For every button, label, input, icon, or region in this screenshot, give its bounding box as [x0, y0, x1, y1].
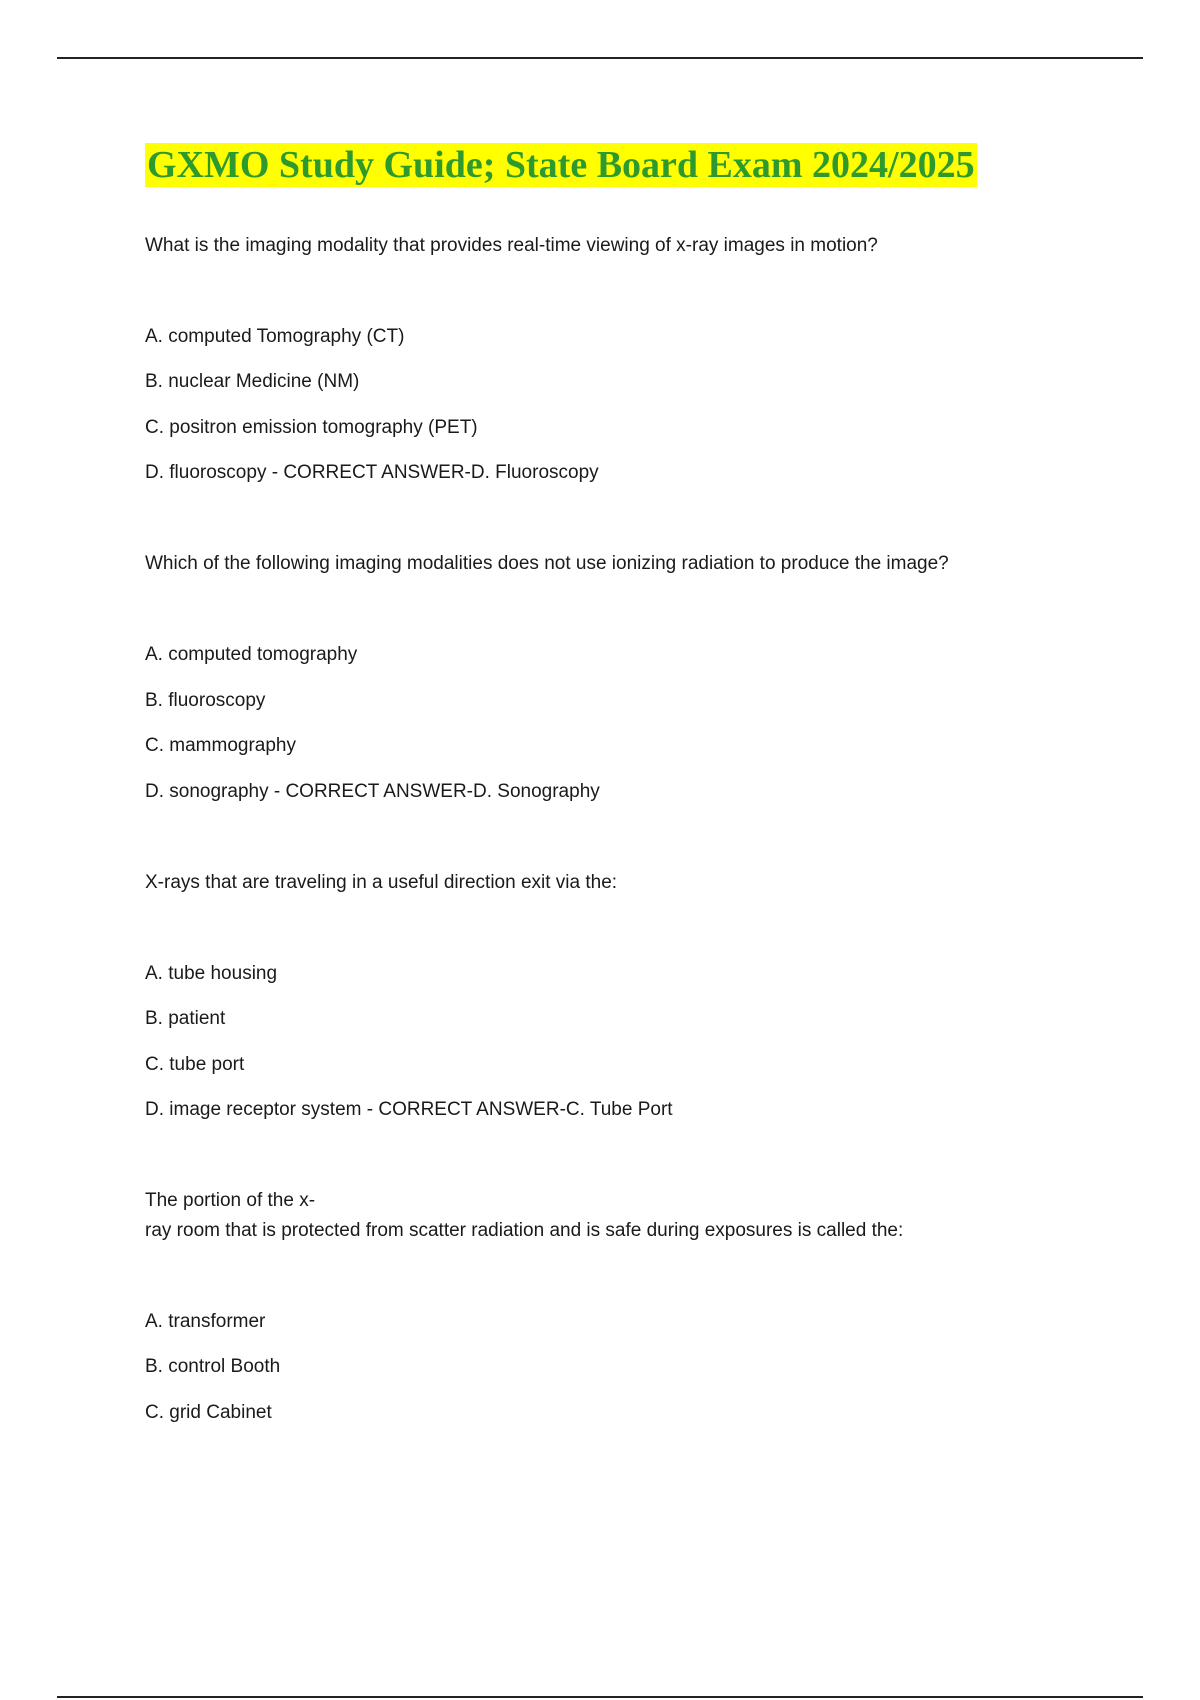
- question-3-option-b: B. patient: [145, 1008, 226, 1029]
- question-4-prompt-line-2: ray room that is protected from scatter radiation and is safe during exposures is called the:: [145, 1220, 904, 1241]
- question-2-option-c: C. mammography: [145, 735, 296, 756]
- question-1-option-d: D. fluoroscopy - CORRECT ANSWER-D. Fluoroscopy: [145, 462, 599, 483]
- question-4-option-c: C. grid Cabinet: [145, 1402, 272, 1423]
- question-1-option-c: C. positron emission tomography (PET): [145, 417, 478, 438]
- question-3-option-a: A. tube housing: [145, 963, 278, 984]
- question-1-option-a: A. computed Tomography (CT): [145, 326, 405, 347]
- question-4-prompt-line-1: The portion of the x-: [145, 1190, 316, 1211]
- question-1-prompt: What is the imaging modality that provides real-time viewing of x-ray images in motion?: [145, 235, 878, 256]
- question-2-option-a: A. computed tomography: [145, 644, 358, 665]
- question-3-option-d: D. image receptor system - CORRECT ANSWER-C. Tube Port: [145, 1099, 673, 1120]
- question-3-option-c: C. tube port: [145, 1054, 245, 1075]
- bottom-rule: [57, 1696, 1143, 1698]
- question-2-option-d: D. sonography - CORRECT ANSWER-D. Sonography: [145, 781, 600, 802]
- top-rule: [57, 57, 1143, 59]
- question-4-option-a: A. transformer: [145, 1311, 266, 1332]
- question-2-option-b: B. fluoroscopy: [145, 690, 266, 711]
- question-2-prompt: Which of the following imaging modalities does not use ionizing radiation to produce the image?: [145, 553, 949, 574]
- question-3-prompt: X-rays that are traveling in a useful direction exit via the:: [145, 872, 618, 893]
- question-4-option-b: B. control Booth: [145, 1356, 281, 1377]
- title-block: [145, 143, 977, 187]
- question-1-option-b: B. nuclear Medicine (NM): [145, 371, 360, 392]
- document-title: GXMO Study Guide; State Board Exam 2024/2025: [147, 144, 975, 186]
